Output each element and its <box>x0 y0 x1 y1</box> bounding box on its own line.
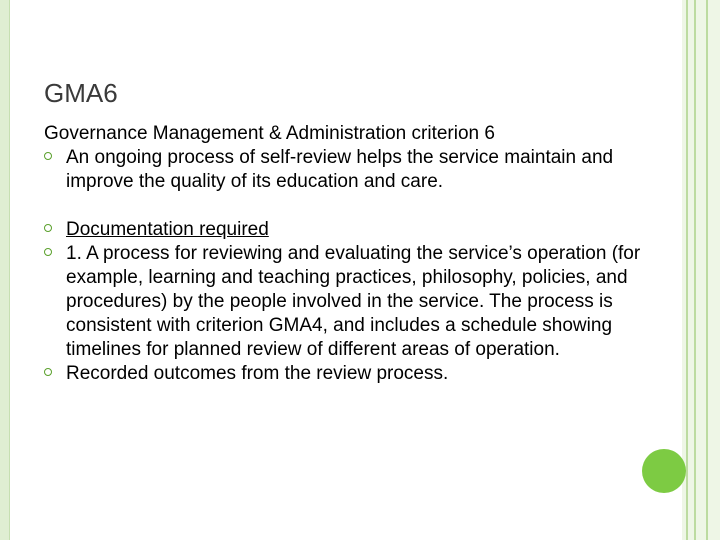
slide-content <box>44 122 684 386</box>
bullet-list-top <box>44 146 684 194</box>
hollow-circle-icon <box>44 224 52 232</box>
slide-title: GMA6 <box>44 78 118 108</box>
green-circle-icon <box>642 449 686 493</box>
right-border-line <box>694 0 696 540</box>
bullet-text: Recorded outcomes from the review process. <box>66 363 449 384</box>
criterion-heading: Governance Management & Administration criterion 6 <box>44 123 495 144</box>
left-border-bar <box>0 0 10 540</box>
hollow-circle-icon <box>44 152 52 160</box>
bullet-text: An ongoing process of self-review helps the service maintain and improve the quality of its education and care. <box>66 147 614 192</box>
bullet-text: Documentation required <box>66 219 269 240</box>
right-border-line <box>686 0 688 540</box>
right-border-line <box>706 0 708 540</box>
bullet-list-bottom <box>44 218 684 386</box>
spacer <box>44 194 684 218</box>
bullet-item <box>44 362 684 386</box>
bullet-item <box>44 146 684 194</box>
hollow-circle-icon <box>44 368 52 376</box>
bullet-item <box>44 218 684 242</box>
bullet-text: 1. A process for reviewing and evaluating the service’s operation (for example, learning and teaching practices, philosophy, policies, and procedures) by the people involved in the service. The process is consistent with criterion GMA4, and includes a schedule showing timelines for planned review of different areas of operation. <box>66 243 641 360</box>
hollow-circle-icon <box>44 248 52 256</box>
bullet-item <box>44 242 684 362</box>
